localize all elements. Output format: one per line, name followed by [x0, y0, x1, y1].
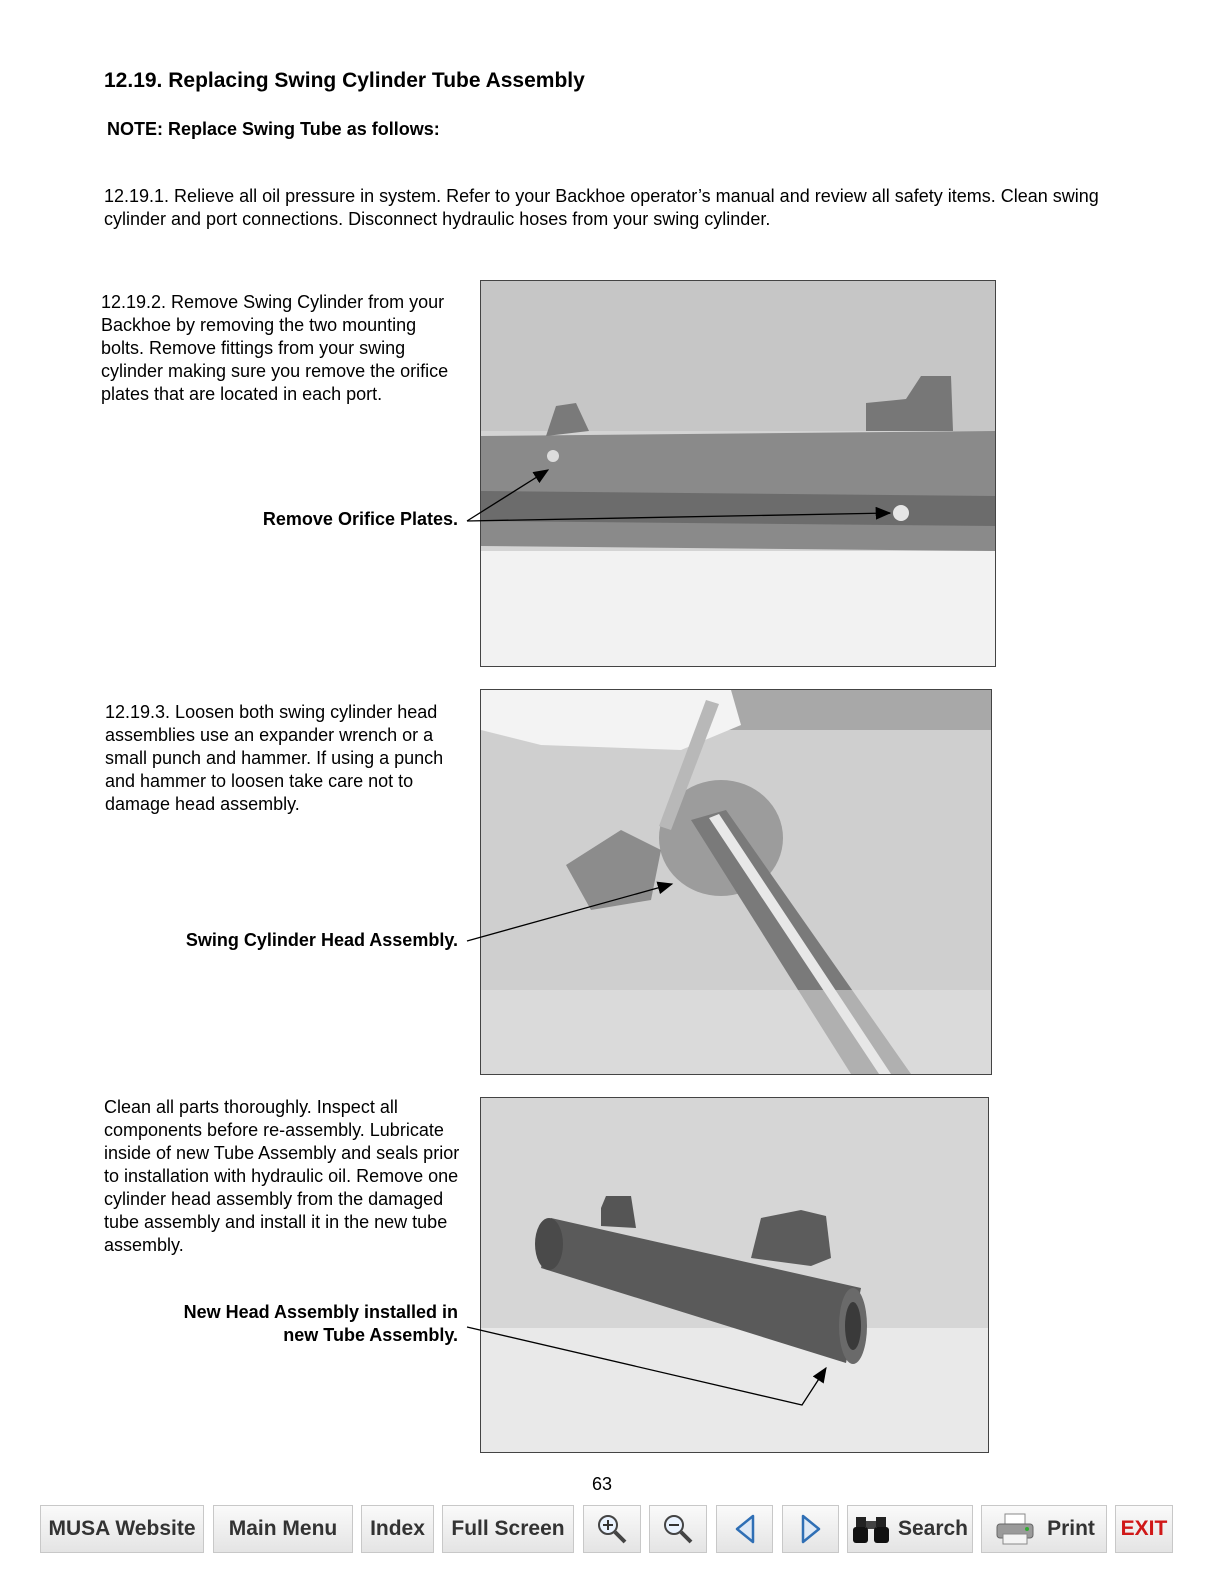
print-button[interactable]	[981, 1505, 1107, 1553]
step-12-19-1-text: 12.19.1. Relieve all oil pressure in system. Refer to your Backhoe operator’s manual and review all safety items. Clean swing cylinder and port connections. Disconnect hydraulic hoses from your swing cylinder.	[104, 186, 1099, 229]
callout-orifice-plates: Remove Orifice Plates.	[262, 509, 458, 529]
binoculars-icon	[852, 1513, 892, 1545]
photo-new-tube-assembly	[480, 1097, 989, 1453]
previous-page-button[interactable]	[716, 1505, 773, 1553]
photo-swing-cylinder-mounted	[480, 280, 996, 667]
step-12-19-3-text: 12.19.3. Loosen both swing cylinder head assemblies use an expander wrench or a small punch and hammer. If using a punch and hammer to loosen take care not to damage head assembly.	[105, 702, 444, 814]
zoom-out-icon	[661, 1512, 695, 1546]
zoom-out-button[interactable]	[649, 1505, 707, 1553]
note-heading: NOTE: Replace Swing Tube as follows:	[107, 119, 440, 139]
step-12-19-2-text: 12.19.2. Remove Swing Cylinder from your Backhoe by removing the two mounting bolts. Remove fittings from your swing cylinder making sure you remove the orifice plates that are located in each port.	[101, 292, 449, 404]
zoom-in-button[interactable]	[583, 1505, 641, 1553]
clean-parts-text: Clean all parts thoroughly. Inspect all components before re-assembly. Lubricate inside of new Tube Assembly and seals prior to installation with hydraulic oil. Remove one cylinder head assembly from the damaged tube assembly and install it in the new tube assembly.	[104, 1097, 460, 1255]
print-label: Print	[1047, 1517, 1095, 1540]
zoom-in-icon	[595, 1512, 629, 1546]
index-button[interactable]: Index	[361, 1505, 434, 1553]
main-menu-button[interactable]: Main Menu	[213, 1505, 353, 1553]
exit-button[interactable]: EXIT	[1115, 1505, 1173, 1553]
previous-page-icon	[733, 1514, 757, 1544]
photo-head-assembly-loosening	[480, 689, 992, 1075]
search-label: Search	[897, 1517, 969, 1540]
search-button[interactable]	[847, 1505, 973, 1553]
section-title: 12.19. Replacing Swing Cylinder Tube Assembly	[104, 69, 585, 92]
callout-head-assembly: Swing Cylinder Head Assembly.	[185, 930, 458, 950]
full-screen-button[interactable]: Full Screen	[442, 1505, 574, 1553]
callout-line-2: new Tube Assembly.	[283, 1325, 458, 1345]
callout-line-1: New Head Assembly installed in	[183, 1302, 458, 1322]
callout-new-head-assembly	[120, 1301, 458, 1347]
musa-website-button[interactable]: MUSA Website	[40, 1505, 204, 1553]
navigation-bar	[40, 1505, 1176, 1555]
next-page-icon	[799, 1514, 823, 1544]
printer-icon	[993, 1512, 1041, 1546]
next-page-button[interactable]	[782, 1505, 839, 1553]
page-number: 63	[591, 1474, 613, 1494]
